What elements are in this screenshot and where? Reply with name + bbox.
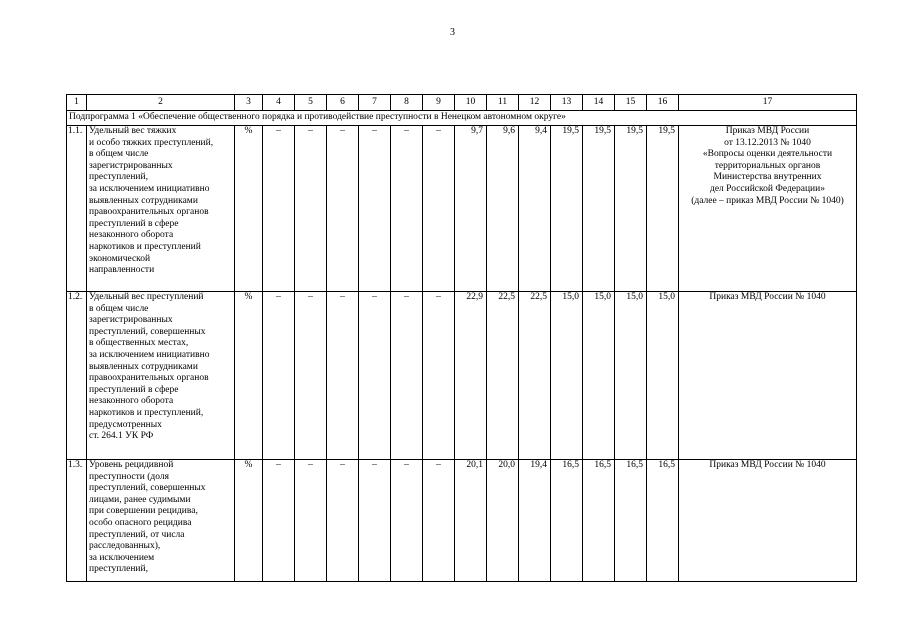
table-row	[67, 460, 857, 582]
value-cell: 9,7	[455, 126, 487, 292]
value-cell: –	[391, 126, 423, 292]
value-cell: –	[263, 126, 295, 292]
value-cell: 20,1	[455, 460, 487, 582]
label-line: наркотиков и преступлений,	[89, 407, 204, 418]
value-cell: 22,9	[455, 292, 487, 460]
unit-cell: %	[235, 126, 263, 292]
label-line: Удельный вес тяжких	[89, 126, 177, 136]
label-line: за исключением	[89, 552, 155, 563]
label-line: преступлений в сфере	[89, 218, 179, 229]
value-cell: 9,6	[487, 126, 519, 292]
label-line: в общем числе	[89, 149, 149, 160]
value-cell: –	[423, 460, 455, 582]
source-line: дел Российской Федерации»	[710, 183, 825, 194]
value-cell: –	[295, 126, 327, 292]
source-cell	[679, 126, 857, 292]
source-line: Приказ МВД России № 1040	[709, 460, 826, 470]
source-line: (далее – приказ МВД России № 1040)	[691, 195, 844, 206]
header-cell: 8	[391, 95, 423, 111]
label-line: преступлений, совершенных	[89, 326, 206, 337]
value-cell: 9,4	[519, 126, 551, 292]
source-line: от 13.12.2013 № 1040	[724, 137, 811, 148]
value-cell: 15,0	[647, 292, 679, 460]
header-row	[67, 95, 857, 111]
header-cell: 12	[519, 95, 551, 111]
label-line: преступлений в сфере	[89, 384, 179, 395]
label-line: за исключением инициативно	[89, 349, 210, 360]
label-line: в общественных местах,	[89, 338, 189, 349]
value-cell: 19,5	[551, 126, 583, 292]
label-line: экономической	[89, 253, 151, 264]
value-cell: –	[327, 126, 359, 292]
value-cell: –	[295, 292, 327, 460]
source-line: территориальных органов	[714, 160, 821, 171]
value-cell: 19,5	[583, 126, 615, 292]
value-cell: 19,5	[647, 126, 679, 292]
value-cell: –	[359, 460, 391, 582]
value-cell: –	[391, 460, 423, 582]
header-cell: 14	[583, 95, 615, 111]
unit-cell: %	[235, 460, 263, 582]
source-line: «Вопросы оценки деятельности	[702, 149, 833, 160]
header-cell: 10	[455, 95, 487, 111]
label-line: в общем числе	[89, 303, 149, 314]
label-line: наркотиков и преступлений	[89, 241, 201, 252]
value-cell: –	[327, 292, 359, 460]
header-cell: 9	[423, 95, 455, 111]
label-line: преступлений,	[89, 172, 148, 183]
value-cell: 20,0	[487, 460, 519, 582]
label-line: и особо тяжких преступлений,	[89, 137, 214, 148]
label-line: при совершении рецидива,	[89, 506, 198, 517]
value-cell: 19,5	[615, 126, 647, 292]
source-line: Приказ МВД России	[725, 126, 810, 136]
label-line: преступлений,	[89, 564, 148, 575]
value-cell: 22,5	[487, 292, 519, 460]
header-cell: 4	[263, 95, 295, 111]
indicator-label	[87, 460, 235, 582]
value-cell: –	[295, 460, 327, 582]
header-cell: 15	[615, 95, 647, 111]
source-line: Приказ МВД России № 1040	[709, 292, 826, 302]
header-cell: 13	[551, 95, 583, 111]
indicators-table	[66, 94, 857, 582]
label-line: лицами, ранее судимыми	[89, 494, 191, 505]
label-line: правоохранительных органов	[89, 207, 209, 218]
indicator-label	[87, 126, 235, 292]
row-number: 1.1.	[67, 126, 87, 292]
label-line: выявленных сотрудниками	[89, 361, 198, 372]
indicator-label	[87, 292, 235, 460]
value-cell: –	[391, 292, 423, 460]
header-cell: 3	[235, 95, 263, 111]
label-line: преступности (доля	[89, 471, 169, 482]
header-cell: 7	[359, 95, 391, 111]
label-line: правоохранительных органов	[89, 373, 209, 384]
label-line: преступлений, от числа	[89, 529, 185, 540]
value-cell: 16,5	[647, 460, 679, 582]
row-number: 1.3.	[67, 460, 87, 582]
value-cell: 15,0	[583, 292, 615, 460]
table-row	[67, 126, 857, 292]
value-cell: 19,4	[519, 460, 551, 582]
label-line: за исключением инициативно	[89, 183, 210, 194]
value-cell: –	[263, 292, 295, 460]
label-line: расследованных),	[89, 541, 161, 552]
label-line: Уровень рецидивной	[89, 460, 174, 470]
header-cell: 5	[295, 95, 327, 111]
label-line: зарегистрированных	[89, 160, 173, 171]
label-line: особо опасного рецидива	[89, 517, 192, 528]
label-line: предусмотренных	[89, 419, 162, 430]
source-cell	[679, 292, 857, 460]
header-cell: 1	[67, 95, 87, 111]
value-cell: –	[359, 126, 391, 292]
header-cell: 2	[87, 95, 235, 111]
label-line: Удельный вес преступлений	[89, 292, 204, 302]
label-line: незаконного оборота	[89, 230, 174, 241]
subprogram-row	[67, 111, 857, 126]
value-cell: –	[359, 292, 391, 460]
value-cell: 16,5	[615, 460, 647, 582]
header-cell: 16	[647, 95, 679, 111]
header-cell: 6	[327, 95, 359, 111]
value-cell: 22,5	[519, 292, 551, 460]
header-cell: 17	[679, 95, 857, 111]
source-cell	[679, 460, 857, 582]
page-number: 3	[450, 27, 455, 38]
label-line: ст. 264.1 УК РФ	[89, 431, 154, 442]
label-line: выявленных сотрудниками	[89, 195, 198, 206]
label-line: преступлений, совершенных	[89, 483, 206, 494]
value-cell: 15,0	[551, 292, 583, 460]
label-line: направленности	[89, 265, 155, 276]
label-line: зарегистрированных	[89, 315, 173, 326]
value-cell: –	[327, 460, 359, 582]
subprogram-title: Подпрограмма 1 «Обеспечение общественного порядка и противодействие преступности в Ненецком автономном округе»	[67, 111, 857, 126]
indicator-rows	[67, 126, 857, 582]
row-number: 1.2.	[67, 292, 87, 460]
source-line: Министерства внутренних	[713, 172, 822, 183]
value-cell: 16,5	[551, 460, 583, 582]
header-cell: 11	[487, 95, 519, 111]
value-cell: 16,5	[583, 460, 615, 582]
value-cell: –	[423, 126, 455, 292]
table-row	[67, 292, 857, 460]
value-cell: 15,0	[615, 292, 647, 460]
value-cell: –	[423, 292, 455, 460]
value-cell: –	[263, 460, 295, 582]
label-line: незаконного оборота	[89, 396, 174, 407]
unit-cell: %	[235, 292, 263, 460]
